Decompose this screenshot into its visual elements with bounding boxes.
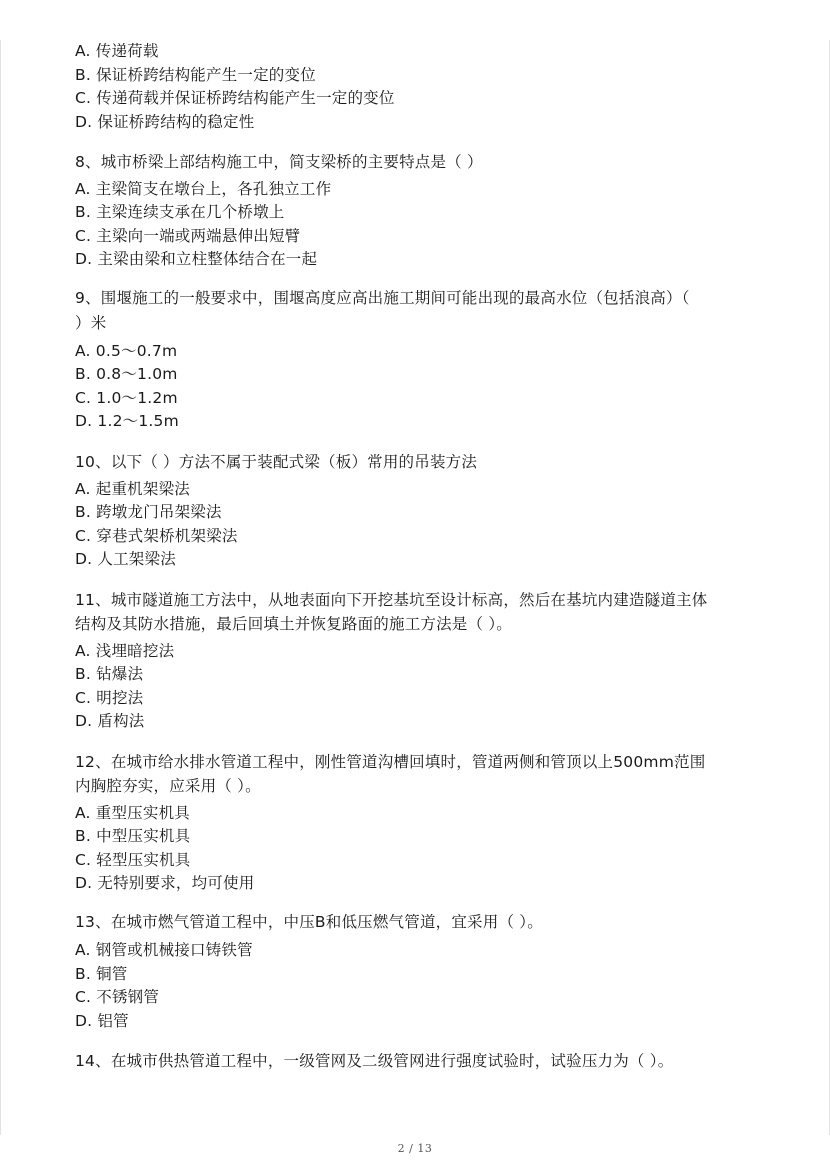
page-left-border — [0, 40, 1, 1135]
option-b: B. 主梁连续支承在几个桥墩上 — [75, 203, 285, 221]
option-d: D. 1.2～1.5m — [75, 412, 179, 430]
option-d: D. 保证桥跨结构的稳定性 — [75, 113, 255, 131]
question-text-continued: ）米 — [75, 314, 107, 332]
option-a: A. 传递荷载 — [75, 42, 159, 60]
option-d: D. 铝管 — [75, 1012, 129, 1030]
question-text: 13、在城市燃气管道工程中，中压B和低压燃气管道，宜采用（ ）。 — [75, 913, 543, 931]
option-b: B. 0.8～1.0m — [75, 365, 178, 383]
question-text-continued: 内胸腔夯实，应采用（ ）。 — [75, 777, 261, 795]
option-c: C. 1.0～1.2m — [75, 389, 178, 407]
question-text: 10、以下（ ）方法不属于装配式梁（板）常用的吊装方法 — [75, 453, 478, 471]
option-d: D. 无特别要求，均可使用 — [75, 874, 255, 892]
option-b: B. 钻爆法 — [75, 665, 144, 683]
option-d: D. 盾构法 — [75, 712, 145, 730]
option-b: B. 跨墩龙门吊架梁法 — [75, 503, 222, 521]
option-b: B. 保证桥跨结构能产生一定的变位 — [75, 66, 316, 84]
option-d: D. 主梁由梁和立柱整体结合在一起 — [75, 250, 318, 268]
option-a: A. 重型压实机具 — [75, 804, 190, 822]
option-a: A. 主梁简支在墩台上，各孔独立工作 — [75, 180, 332, 198]
question-text: 11、城市隧道施工方法中，从地表面向下开挖基坑至设计标高，然后在基坑内建造隧道主体 — [75, 591, 708, 609]
option-a: A. 0.5～0.7m — [75, 342, 178, 360]
page-indicator: 2 / 13 — [397, 1142, 433, 1155]
question-text: 14、在城市供热管道工程中，一级管网及二级管网进行强度试验时，试验压力为（ ）。 — [75, 1052, 674, 1070]
option-a: A. 钢管或机械接口铸铁管 — [75, 941, 253, 959]
option-c: C. 传递荷载并保证桥跨结构能产生一定的变位 — [75, 89, 395, 107]
question-text: 9、围堰施工的一般要求中，围堰高度应高出施工期间可能出现的最高水位（包括浪高）（ — [75, 289, 690, 307]
option-c: C. 主梁向一端或两端悬伸出短臂 — [75, 227, 301, 245]
option-a: A. 起重机架梁法 — [75, 480, 190, 498]
option-a: A. 浅埋暗挖法 — [75, 642, 175, 660]
question-text: 8、城市桥梁上部结构施工中，简支梁桥的主要特点是（ ） — [75, 153, 483, 171]
option-b: B. 铜管 — [75, 965, 128, 983]
question-text-continued: 结构及其防水措施，最后回填土并恢复路面的施工方法是（ ）。 — [75, 615, 512, 633]
option-c: C. 轻型压实机具 — [75, 851, 191, 869]
option-b: B. 中型压实机具 — [75, 827, 191, 845]
question-text: 12、在城市给水排水管道工程中，刚性管道沟槽回填时，管道两侧和管顶以上500mm范围 — [75, 753, 706, 771]
option-c: C. 明挖法 — [75, 689, 144, 707]
option-d: D. 人工架梁法 — [75, 550, 176, 568]
option-c: C. 不锈钢管 — [75, 988, 160, 1006]
option-c: C. 穿巷式架桥机架梁法 — [75, 527, 238, 545]
